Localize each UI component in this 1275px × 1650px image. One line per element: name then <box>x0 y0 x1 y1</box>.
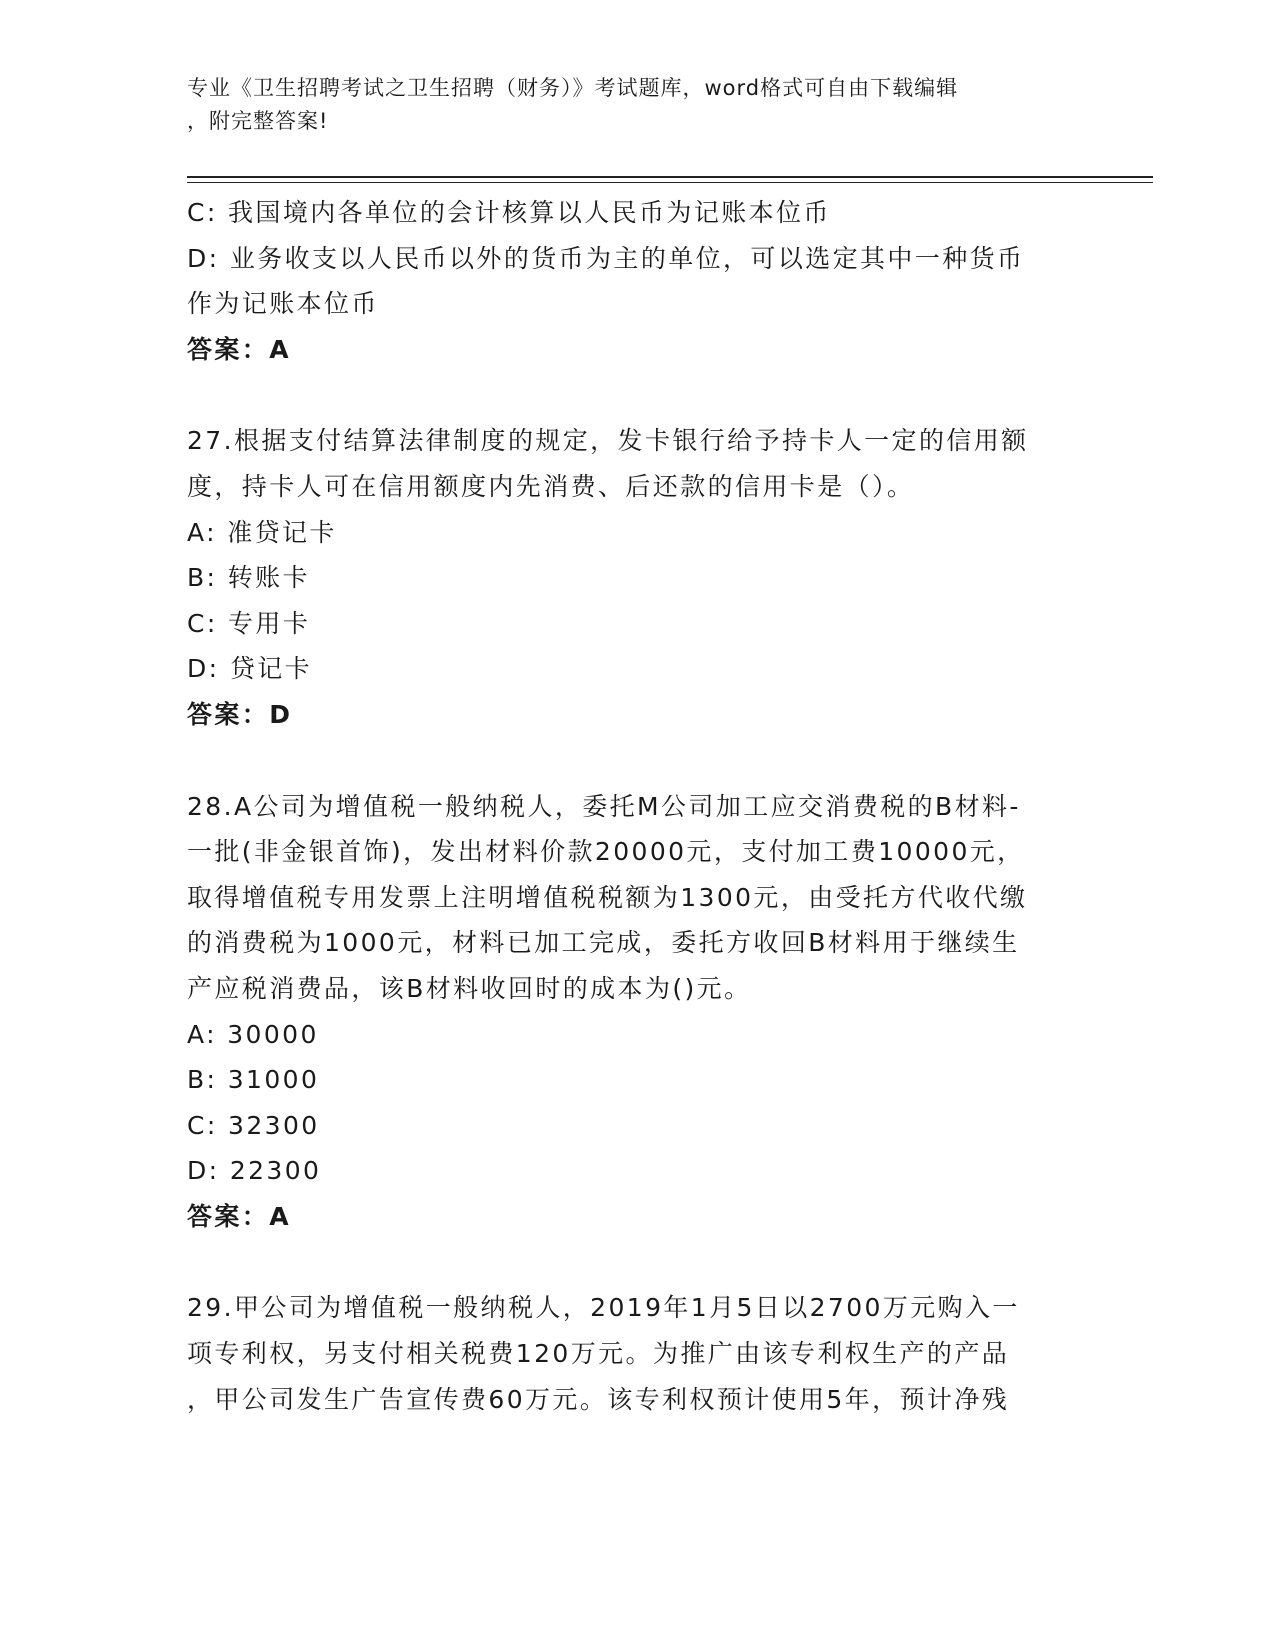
question-28-stem-line-4: 的消费税为1000元，材料已加工完成，委托方收回B材料用于继续生 <box>187 928 1020 958</box>
answer: 答案：A <box>187 334 291 364</box>
question-27-stem-line-2: 度，持卡人可在信用额度内先消费、后还款的信用卡是（）。 <box>187 471 915 501</box>
question-28-stem-line-2: 一批(非金银首饰)，发出材料价款20000元，支付加工费10000元， <box>187 837 1025 867</box>
answer: 答案：A <box>187 1201 291 1231</box>
question-28-stem-line-5: 产应税消费品，该B材料收回时的成本为()元。 <box>187 973 752 1003</box>
option-c: C: 我国境内各单位的会计核算以人民币为记账本位币 <box>187 198 831 227</box>
spacer <box>187 372 1087 418</box>
option-c: C: 32300 <box>187 1110 320 1140</box>
option-d: D: 22300 <box>187 1156 322 1186</box>
option-d: D: 业务收支以人民币以外的货币为主的单位，可以选定其中一种货币 <box>187 243 1025 273</box>
question-29-stem-line-1: 29.甲公司为增值税一般纳税人，2019年1月5日以2700万元购入一 <box>187 1293 1020 1323</box>
header-divider-thick <box>187 176 1153 178</box>
spacer <box>187 1239 1087 1285</box>
option-b: B: 31000 <box>187 1065 320 1095</box>
option-d: D: 贷记卡 <box>187 654 313 684</box>
option-b: B: 转账卡 <box>187 563 310 593</box>
option-a: A: 30000 <box>187 1019 319 1049</box>
document-header <box>187 72 1067 138</box>
option-a: A: 准贷记卡 <box>187 517 337 547</box>
question-27-stem-line-1: 27.根据支付结算法律制度的规定，发卡银行给予持卡人一定的信用额 <box>187 426 1029 456</box>
question-29-stem-line-2: 项专利权，另支付相关税费120万元。为推广由该专利权生产的产品 <box>187 1339 1010 1369</box>
answer: 答案：D <box>187 699 293 729</box>
header-line-1: 专业《卫生招聘考试之卫生招聘（财务）》考试题库，word格式可自由下载编辑 <box>187 76 959 100</box>
question-29-stem-line-3: ，甲公司发生广告宣传费60万元。该专利权预计使用5年，预计净残 <box>187 1384 1010 1414</box>
header-divider-thin <box>187 182 1153 183</box>
question-28-stem-line-3: 取得增值税专用发票上注明增值税税额为1300元，由受托方代收代缴 <box>187 882 1028 912</box>
option-d-continued: 作为记账本位币 <box>187 289 379 319</box>
header-line-2: ，附完整答案! <box>187 109 329 133</box>
document-body <box>187 190 1087 1422</box>
spacer <box>187 738 1087 784</box>
option-c: C: 专用卡 <box>187 608 311 638</box>
question-28-stem-line-1: 28.A公司为增值税一般纳税人，委托M公司加工应交消费税的B材料- <box>187 791 1021 821</box>
